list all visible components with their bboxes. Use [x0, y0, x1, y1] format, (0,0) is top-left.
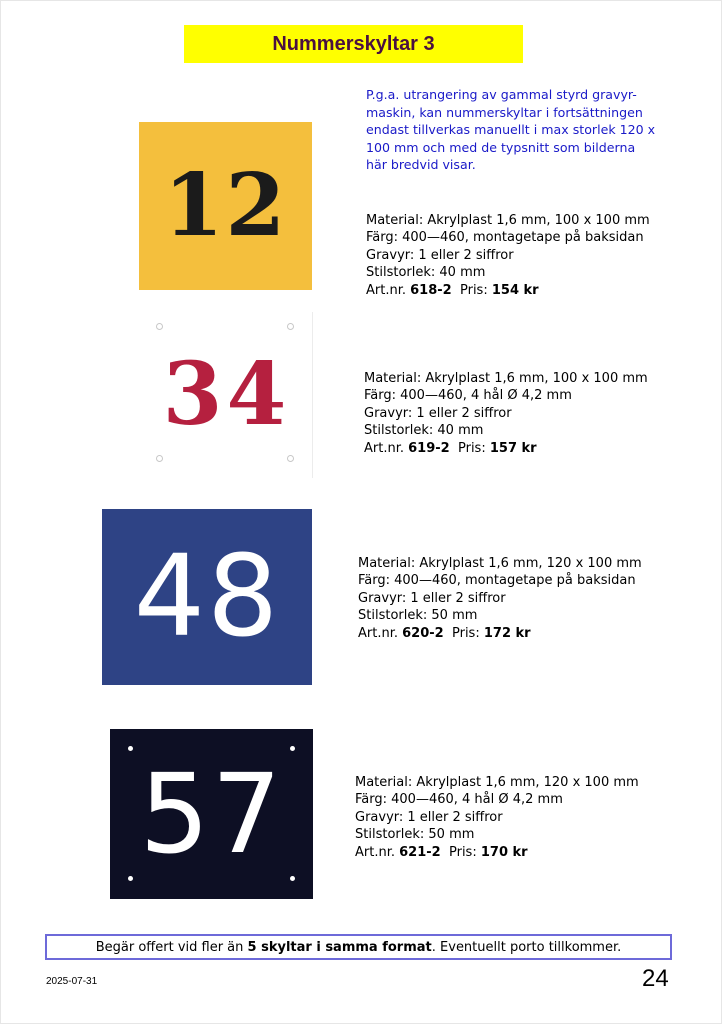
mounting-hole — [156, 455, 163, 462]
spec-material: Material: Akrylplast 1,6 mm, 120 x 100 mm — [358, 556, 642, 571]
article-label: Art.nr. — [358, 625, 398, 641]
spec-font-size: Stilstorlek: 40 mm — [366, 265, 486, 281]
article-number: 621-2 — [399, 844, 441, 860]
product-spec — [355, 774, 639, 861]
article-number: 619-2 — [408, 440, 450, 456]
price-label: Pris: — [448, 844, 477, 860]
date-stamp: 2025-07-31 — [46, 976, 98, 987]
spec-font-size: Stilstorlek: 50 mm — [355, 827, 475, 843]
spec-material: Material: Akrylplast 1,6 mm, 120 x 100 mm — [355, 775, 639, 790]
spec-color: Färg: 400—460, 4 hål Ø 4,2 mm — [355, 792, 563, 808]
article-label: Art.nr. — [364, 440, 404, 456]
notice-text-start: Begär offert vid fler än — [95, 939, 244, 955]
spec-color: Färg: 400—460, 4 hål Ø 4,2 mm — [364, 388, 572, 404]
spec-article-price — [355, 844, 639, 861]
spec-engraving: Gravyr: 1 eller 2 siffror — [366, 247, 514, 263]
price-value: 157 kr — [489, 440, 537, 456]
spec-article-price — [364, 440, 648, 457]
notice-text-bold: 5 skyltar i samma format — [247, 939, 432, 955]
spec-color: Färg: 400—460, montagetape på baksidan — [358, 573, 636, 589]
article-number: 620-2 — [402, 625, 444, 641]
quote-notice — [45, 934, 672, 960]
mounting-hole — [287, 455, 294, 462]
spec-engraving: Gravyr: 1 eller 2 siffror — [364, 405, 512, 421]
number-plate-image — [102, 509, 312, 685]
price-label: Pris: — [451, 625, 480, 641]
title-banner — [184, 25, 523, 63]
page-title: Nummerskyltar 3 — [272, 32, 435, 55]
page-number: 24 — [642, 965, 669, 992]
plate-number: 34 — [162, 344, 291, 445]
spec-color: Färg: 400—460, montagetape på baksidan — [366, 230, 644, 246]
number-plate-image — [139, 122, 312, 290]
mounting-hole — [290, 746, 295, 751]
product-spec — [364, 370, 648, 457]
product-spec — [358, 555, 642, 642]
spec-material: Material: Akrylplast 1,6 mm, 100 x 100 mm — [364, 371, 648, 386]
mounting-hole — [128, 876, 133, 881]
price-label: Pris: — [457, 440, 486, 456]
plate-number: 57 — [139, 750, 284, 878]
spec-engraving: Gravyr: 1 eller 2 siffror — [355, 809, 503, 825]
price-label: Pris: — [459, 282, 488, 298]
spec-font-size: Stilstorlek: 40 mm — [364, 423, 484, 439]
article-number: 618-2 — [410, 282, 452, 298]
intro-line: 100 mm och med de typsnitt som bilderna — [366, 139, 636, 155]
spec-engraving: Gravyr: 1 eller 2 siffror — [358, 590, 506, 606]
intro-line: här bredvid visar. — [366, 157, 476, 172]
mounting-hole — [128, 746, 133, 751]
intro-line: endast tillverkas manuellt i max storlek 120 x — [366, 122, 656, 137]
spec-article-price — [358, 625, 642, 642]
price-value: 170 kr — [480, 844, 528, 860]
article-label: Art.nr. — [355, 844, 395, 860]
price-value: 172 kr — [483, 625, 531, 641]
intro-line: maskin, kan nummerskyltar i fortsättningen — [366, 104, 643, 120]
plate-number: 48 — [133, 532, 281, 662]
spec-font-size: Stilstorlek: 50 mm — [358, 608, 478, 624]
intro-line: P.g.a. utrangering av gammal styrd gravyr- — [366, 87, 637, 102]
mounting-hole — [287, 323, 294, 330]
intro-paragraph — [366, 86, 702, 174]
spec-article-price — [366, 282, 650, 299]
plate-number: 12 — [163, 155, 288, 256]
product-spec — [366, 212, 650, 299]
notice-text-end: . Eventuellt porto tillkommer. — [431, 939, 622, 955]
number-plate-image — [141, 312, 313, 478]
mounting-hole — [156, 323, 163, 330]
article-label: Art.nr. — [366, 282, 406, 298]
spec-material: Material: Akrylplast 1,6 mm, 100 x 100 mm — [366, 213, 650, 228]
price-value: 154 kr — [491, 282, 539, 298]
number-plate-image — [110, 729, 313, 899]
mounting-hole — [290, 876, 295, 881]
